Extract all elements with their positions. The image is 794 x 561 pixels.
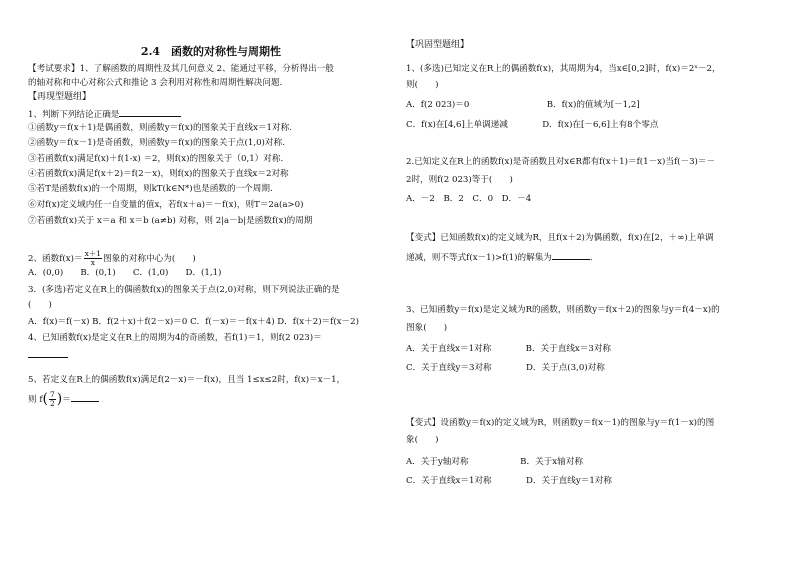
q1-item-5: ⑤若T是函数f(x)的一个周期，则kT(k∈N*)也是函数的一个周期. (28, 184, 273, 194)
answer-blank[interactable] (552, 251, 590, 260)
q3-paren: ( ) (28, 300, 52, 310)
q1-item-7: ⑦若函数f(x)关于 x＝a 和 x＝b (a≠b) 对称，则 2|a－b|是函数f(x)的周期 (28, 216, 313, 226)
r-q1-options-ab: A．f(2 023)＝0 B．f(x)的值域为[－1,2] (406, 100, 640, 110)
section-review-header: 【再现型题组】 (28, 92, 92, 102)
exam-requirement-line-1: 【考试要求】1、了解函数的周期性及其几何意义 2、能通过平移，分析得出一般 (28, 64, 334, 74)
r-q1-options-cd: C．f(x)在[4,6]上单调递减 D．f(x)在[－6,6]上有8个零点 (406, 120, 659, 130)
r-q3-options-ab: A．关于直线x＝1对称 B．关于直线x＝3对称 (406, 344, 612, 354)
exam-requirement-line-2: 的轴对称和中心对称公式和推论 3 会利用对称性和周期性解决问题. (28, 78, 283, 88)
q1-item-1: ①函数y＝f(x＋1)是偶函数，则函数y＝f(x)的图象关于直线x＝1对称. (28, 123, 292, 133)
variant-2-stem-cont: 象( ) (406, 435, 439, 445)
page-title: 2.4 函数的对称性与周期性 (140, 45, 282, 58)
answer-blank[interactable] (28, 349, 68, 358)
r-q2-stem-cont: 2时，则f(2 023)等于( ) (406, 175, 513, 185)
q5-expression: 则 f( $\frac{7}{2}$ )＝ (28, 391, 99, 408)
r-q3-stem-cont: 图象( ) (406, 323, 448, 333)
q2-fraction: $\frac{x+1}{x}$ (84, 249, 102, 267)
r-q1-paren: 则( ) (406, 80, 439, 90)
variant-2-options-ab: A．关于y轴对称 B．关于x轴对称 (406, 457, 583, 467)
q1-item-3: ③若函数f(x)满足f(x)＋f(1-x) ＝2，则f(x)的图象关于（0,1）对称. (28, 154, 284, 164)
section-consolidate-header: 【巩固型题组】 (406, 40, 470, 50)
q4-stem: 4、已知函数f(x)是定义在R上的周期为4的奇函数，若f(1)＝1，则f(2 023)＝ (28, 333, 322, 343)
q1-item-6: ⑥对f(x)定义域内任一自变量的值x，若f(x＋a)＝－f(x)，则T＝2a(a>0) (28, 200, 304, 210)
q5-stem: 5、若定义在R上的偶函数f(x)满足f(2－x)＝－f(x)，且当 1≤x≤2时，f(x)＝x－1， (28, 375, 346, 385)
answer-blank[interactable] (119, 108, 181, 117)
r-q2-stem: 2.已知定义在R上的函数f(x)是奇函数且对x∈R都有f(x＋1)＝f(1－x)当f(－3)＝－ (406, 157, 716, 167)
q4-blank-line (28, 349, 68, 362)
r-q2-options: A．－2 B．2 C．0 D．－4 (406, 194, 532, 204)
r-q1-stem: 1、(多选)已知定义在R上的偶函数f(x)，其周期为4，当x∈[0,2]时，f(x)＝2ˣ－2， (406, 64, 721, 74)
answer-blank[interactable] (71, 393, 99, 402)
q3-options: A．f(x)＝f(－x) B．f(2＋x)＋f(2－x)＝0 C．f(－x)＝－f(x＋4) D．f(x＋2)＝f(x－2) (28, 317, 359, 327)
variant-2-stem: 【变式】设函数y＝f(x)的定义域为R，则函数y＝f(x－1)的图象与y＝f(1－x)的图 (406, 418, 715, 428)
r-q3-stem: 3、已知函数y＝f(x)是定义域为R的函数，则函数y＝f(x＋2)的图象与y＝f(4－x)的 (406, 305, 720, 315)
q3-stem: 3．(多选)若定义在R上的偶函数f(x)的图象关于点(2,0)对称，则下列说法正确的是 (28, 285, 340, 295)
variant-1-stem: 【变式】已知函数f(x)的定义域为R，且f(x＋2)为偶函数，f(x)在[2，＋∞)上单调 (406, 233, 714, 243)
variant-1-stem-cont: 递减，则不等式f(x－1)>f(1)的解集为 . (406, 253, 593, 263)
q5-fraction: $\frac{7}{2}$ (49, 390, 55, 408)
q2-options: A．(0,0) B．(0,1) C．(1,0) D．(1,1) (28, 268, 222, 278)
q1-item-2: ②函数y＝f(x－1)是奇函数，则函数y＝f(x)的图象关于点(1,0)对称. (28, 138, 285, 148)
r-q3-options-cd: C．关于直线y＝3对称 D．关于点(3,0)对称 (406, 363, 605, 373)
q1-item-4: ④若函数f(x)满足f(x＋2)＝f(2－x)，则f(x)的图象关于直线x＝2对称 (28, 169, 289, 179)
variant-2-options-cd: C．关于直线x＝1对称 D．关于直线y＝1对称 (406, 476, 612, 486)
q2-stem: 2、函数f(x)＝ $\frac{x+1}{x}$ 图象的对称中心为( ) (28, 249, 196, 267)
q1-stem: 1、判断下列结论正确是 (28, 108, 181, 121)
